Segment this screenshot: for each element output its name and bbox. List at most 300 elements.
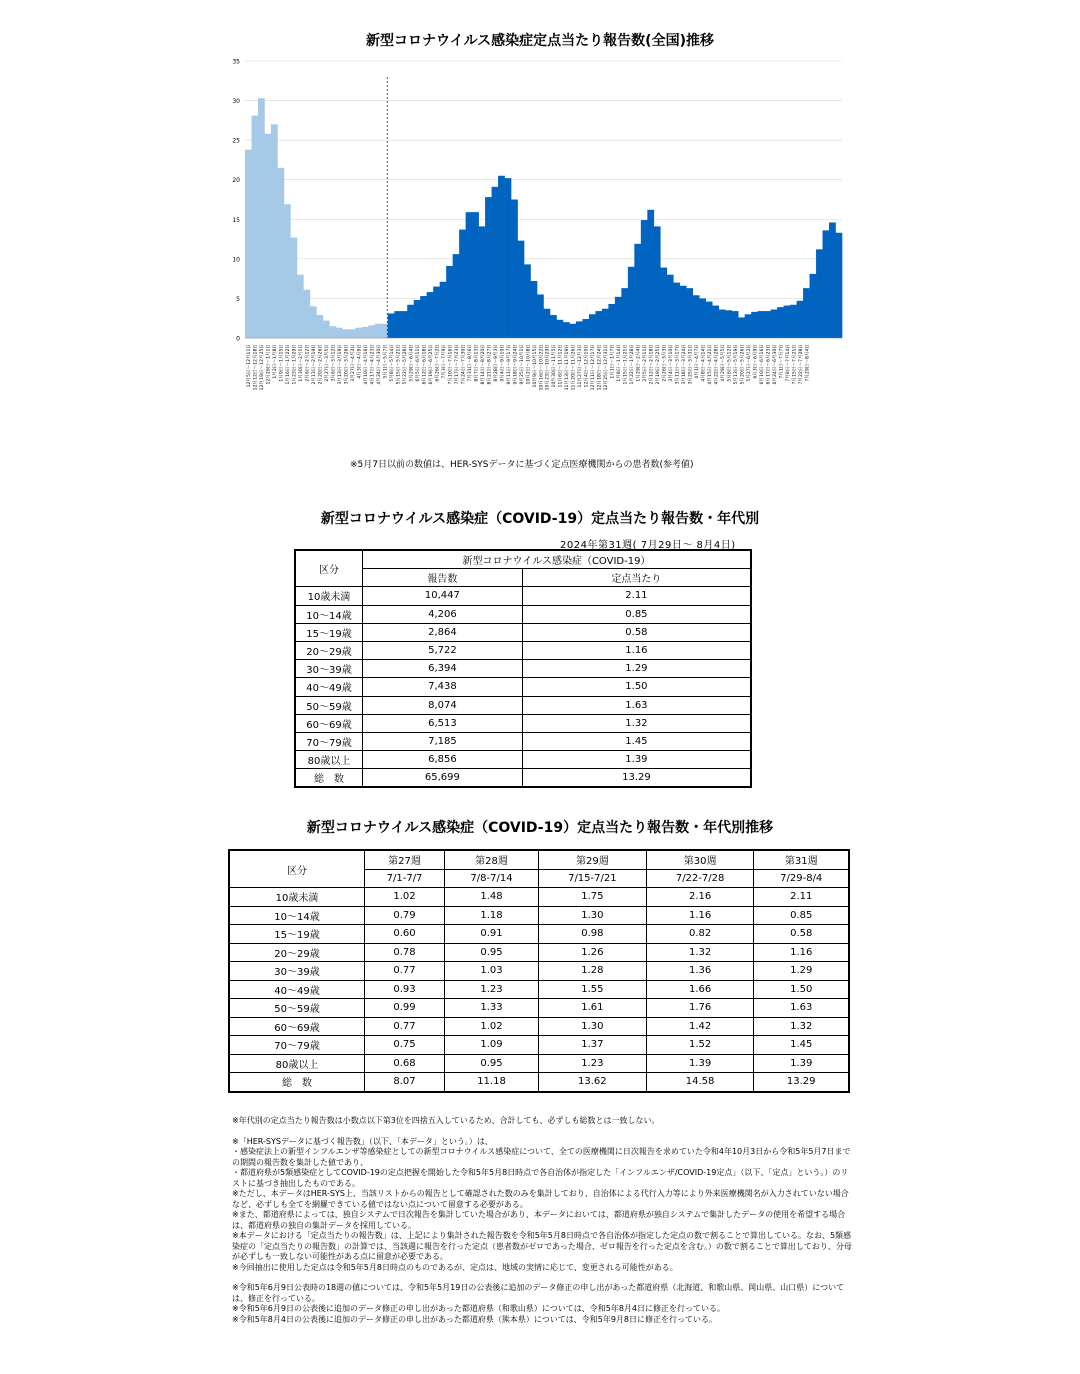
value-cell: 1.32 xyxy=(754,1017,849,1036)
value-cell: 1.61 xyxy=(538,999,646,1018)
bar xyxy=(667,275,674,338)
chart-footnote: ※5月7日以前の数値は、HER-SYSデータに基づく定点医療機関からの患者数(参考値) xyxy=(350,460,694,470)
row-label: 15～19歳 xyxy=(295,623,363,641)
bar xyxy=(576,321,583,338)
weekly-reports-bar-chart xyxy=(225,55,850,445)
y-tick-label: 20 xyxy=(232,177,240,185)
table-row xyxy=(295,660,751,678)
row-label: 30～39歳 xyxy=(229,962,365,981)
x-tick-label: 6月5日～6月11日 xyxy=(415,344,421,382)
bar xyxy=(342,329,349,338)
bar xyxy=(498,176,505,338)
table-row xyxy=(295,678,751,696)
x-tick-label: 4月1日～4月7日 xyxy=(694,344,700,379)
bar xyxy=(686,288,693,338)
x-tick-label: 2月26日～3月3日 xyxy=(662,344,668,382)
bar xyxy=(453,254,460,338)
per-sentinel-cell: 1.63 xyxy=(522,696,751,714)
x-tick-label: 12月25日～12月31日 xyxy=(604,344,610,391)
y-tick-label: 0 xyxy=(236,335,240,343)
value-cell: 1.23 xyxy=(445,980,539,999)
x-tick-label: 4月3日～4月9日 xyxy=(357,344,363,379)
value-cell: 1.39 xyxy=(754,1054,849,1073)
x-tick-label: 3月6日～3月12日 xyxy=(331,344,337,382)
bar xyxy=(654,226,661,338)
value-cell: 1.29 xyxy=(754,962,849,981)
bar xyxy=(836,233,843,338)
bar xyxy=(362,327,369,338)
bar xyxy=(823,230,830,338)
x-tick-label: 4月22日～4月28日 xyxy=(714,343,720,385)
report-count-cell: 65,699 xyxy=(363,769,523,788)
note-line: ※今回抽出に使用した定点は令和5年5月8日時点のものであるが、定点は、地域の実情に応じて、変更される可能性がある。 xyxy=(232,1262,678,1272)
bar xyxy=(472,212,479,338)
value-cell: 1.02 xyxy=(445,1017,539,1036)
bar xyxy=(537,294,544,338)
bar xyxy=(518,241,525,338)
x-tick-label: 7月31日～8月6日 xyxy=(467,344,473,382)
note-spacer xyxy=(232,1273,852,1283)
x-tick-label: 2月19日～2月25日 xyxy=(656,344,662,385)
table1-header-count: 報告数 xyxy=(363,569,523,587)
value-cell: 0.93 xyxy=(365,980,445,999)
week-header: 第31週 xyxy=(754,850,849,869)
bar xyxy=(634,244,641,338)
value-cell: 11.18 xyxy=(445,1073,539,1092)
bar xyxy=(316,315,323,338)
table-row xyxy=(295,623,751,641)
bar xyxy=(407,305,414,338)
x-tick-label: 9月25日～10月1日 xyxy=(519,344,525,385)
bar xyxy=(310,306,317,338)
bar xyxy=(608,304,615,338)
value-cell: 1.32 xyxy=(646,943,754,962)
bar xyxy=(544,309,551,338)
x-tick-label: 3月25日～3月31日 xyxy=(688,344,694,385)
x-tick-label: 2月5日～2月11日 xyxy=(643,344,649,382)
row-label: 15～19歳 xyxy=(229,925,365,944)
x-tick-label: 8月7日～8月13日 xyxy=(474,344,480,382)
x-tick-label: 7月10日～7月16日 xyxy=(448,344,454,385)
y-tick-label: 25 xyxy=(232,137,240,145)
bar xyxy=(368,325,375,338)
x-tick-label: 10月2日～10月8日 xyxy=(526,344,532,385)
x-tick-label: 3月11日～3月17日 xyxy=(675,344,681,385)
x-tick-label: 12月5日～12月11日 xyxy=(247,344,253,388)
bar xyxy=(264,134,271,338)
x-tick-label: 2月20日～2月26日 xyxy=(318,344,324,385)
row-label: 10～14歳 xyxy=(295,605,363,623)
x-tick-label: 6月10日～6月16日 xyxy=(759,344,765,385)
value-cell: 1.52 xyxy=(646,1036,754,1055)
bar xyxy=(479,226,486,338)
bar xyxy=(427,292,434,338)
week-dates-header: 7/15-7/21 xyxy=(538,869,646,888)
x-tick-label: 3月13日～3月19日 xyxy=(338,344,344,385)
row-label: 80歳以上 xyxy=(229,1054,365,1073)
value-cell: 0.99 xyxy=(365,999,445,1018)
x-tick-label: 7月17日～7月23日 xyxy=(454,344,460,385)
x-tick-label: 5月20日～5月26日 xyxy=(740,344,746,385)
bar xyxy=(355,328,362,338)
bar xyxy=(271,124,278,338)
table-row xyxy=(295,605,751,623)
value-cell: 2.11 xyxy=(754,888,849,907)
row-label: 総 数 xyxy=(295,769,363,788)
table-row xyxy=(229,1073,849,1092)
bar xyxy=(725,310,732,338)
value-cell: 8.07 xyxy=(365,1073,445,1092)
value-cell: 1.36 xyxy=(646,962,754,981)
value-cell: 0.98 xyxy=(538,925,646,944)
bar xyxy=(602,309,609,338)
value-cell: 1.39 xyxy=(646,1054,754,1073)
age-group-trend-table xyxy=(228,849,850,1093)
x-tick-label: 11月13日～11月19日 xyxy=(565,344,571,391)
row-label: 総 数 xyxy=(229,1073,365,1092)
bar xyxy=(556,320,563,338)
value-cell: 2.16 xyxy=(646,888,754,907)
x-tick-label: 9月11日～9月17日 xyxy=(506,344,512,385)
value-cell: 1.50 xyxy=(754,980,849,999)
value-cell: 0.79 xyxy=(365,906,445,925)
x-tick-label: 6月3日～6月9日 xyxy=(753,344,759,379)
bar xyxy=(615,297,622,338)
value-cell: 1.75 xyxy=(538,888,646,907)
table-row xyxy=(229,888,849,907)
bar xyxy=(647,210,654,338)
note-line: ※本データにおける「定点当たりの報告数」は、上記により集計された報告数を令和5年5月8日時点で各自治体が指定した定点の数で割ることで算出している。なお、5類感染症の「定点当たりの報告数」の計算では、当該週に報告を行った定点（患者数がゼロであった場合、ゼロ報告を行った定点を含む。）の数で割ることで算出しており、分母が必ずしも一致しない可能性がある点に留意が必要である。 xyxy=(232,1231,852,1261)
row-label: 70～79歳 xyxy=(295,732,363,750)
report-count-cell: 2,864 xyxy=(363,623,523,641)
bar xyxy=(797,301,804,338)
report-count-cell: 8,074 xyxy=(363,696,523,714)
bar xyxy=(777,307,784,338)
x-tick-label: 6月12日～6月18日 xyxy=(422,344,428,385)
value-cell: 1.30 xyxy=(538,906,646,925)
x-tick-label: 5月15日～5月21日 xyxy=(396,344,402,385)
row-label: 80歳以上 xyxy=(295,751,363,769)
table1-title: 新型コロナウイルス感染症（COVID-19）定点当たり報告数・年代別 xyxy=(320,511,760,527)
row-label: 40～49歳 xyxy=(295,678,363,696)
bar xyxy=(446,266,453,338)
bar xyxy=(673,283,680,338)
bar xyxy=(258,98,265,338)
report-count-cell: 6,394 xyxy=(363,660,523,678)
x-tick-label: 1月16日～1月22日 xyxy=(286,344,292,385)
bar xyxy=(582,319,589,338)
x-tick-label: 1月23日～1月29日 xyxy=(292,344,298,385)
y-tick-label: 35 xyxy=(232,58,240,66)
bar xyxy=(349,329,356,338)
bar xyxy=(589,314,596,338)
note-line: ※「HER-SYSデータに基づく報告数」（以下、「本データ」という。）は、 xyxy=(232,1136,493,1146)
bar xyxy=(524,264,531,338)
bar xyxy=(284,204,291,338)
x-tick-label: 11月27日～12月3日 xyxy=(578,344,584,388)
y-tick-label: 30 xyxy=(232,98,240,106)
x-tick-label: 4月29日～5月5日 xyxy=(720,343,726,382)
x-tick-label: 6月19日～6月25日 xyxy=(428,344,434,385)
note-line: ※年代別の定点当たり報告数は小数点以下第3位を四捨五入しているため、合計しても、必ずしも総数とは一致しない。 xyxy=(232,1116,660,1125)
row-label: 50～59歳 xyxy=(229,999,365,1018)
x-tick-label: 1月2日～1月8日 xyxy=(273,344,279,379)
x-tick-label: 3月4日～3月10日 xyxy=(669,344,675,382)
row-label: 40～49歳 xyxy=(229,980,365,999)
x-tick-label: 12月4日～12月10日 xyxy=(584,344,590,388)
bar xyxy=(388,313,395,338)
row-label: 10歳未満 xyxy=(229,888,365,907)
x-tick-label: 1月22日～1月28日 xyxy=(630,344,636,385)
row-label: 10歳未満 xyxy=(295,587,363,605)
x-tick-label: 10月30日～11月5日 xyxy=(552,344,558,388)
bar xyxy=(297,275,304,338)
table1-header-category: 区分 xyxy=(295,550,363,587)
x-tick-label: 1月30日～2月5日 xyxy=(299,344,305,382)
value-cell: 1.18 xyxy=(445,906,539,925)
x-tick-label: 1月1日～1月7日 xyxy=(610,344,616,379)
x-tick-label: 9月4日～9月10日 xyxy=(500,344,506,382)
table-row xyxy=(229,943,849,962)
value-cell: 13.62 xyxy=(538,1073,646,1092)
value-cell: 1.26 xyxy=(538,943,646,962)
bar xyxy=(414,300,421,338)
bar xyxy=(433,287,440,338)
bar xyxy=(712,306,719,338)
bar xyxy=(303,290,310,338)
bar xyxy=(784,306,791,338)
note-line: ※ただし、本データはHER-SYS上、当該リストからの報告として確認された数のみを集計しており、自治体による代行入力等により外来医療機関名が入力されていない場合など、必ずしも全てを網羅できている値ではない点について留意する必要がある。 xyxy=(232,1189,849,1209)
x-tick-label: 7月22日～7月28日 xyxy=(798,344,804,385)
per-sentinel-cell: 1.32 xyxy=(522,714,751,732)
bar xyxy=(621,288,628,338)
x-tick-label: 4月8日～4月14日 xyxy=(701,344,707,382)
x-tick-label: 10月16日～10月22日 xyxy=(539,344,545,391)
value-cell: 1.45 xyxy=(754,1036,849,1055)
value-cell: 0.68 xyxy=(365,1054,445,1073)
row-label: 70～79歳 xyxy=(229,1036,365,1055)
table-row xyxy=(295,696,751,714)
bar xyxy=(323,321,330,338)
row-label: 10～14歳 xyxy=(229,906,365,925)
value-cell: 14.58 xyxy=(646,1073,754,1092)
table-row xyxy=(229,1017,849,1036)
bar xyxy=(732,311,739,338)
bar xyxy=(745,314,752,338)
bar xyxy=(336,328,343,338)
table-row xyxy=(295,751,751,769)
x-tick-label: 7月24日～7月30日 xyxy=(461,344,467,385)
table2-title: 新型コロナウイルス感染症（COVID-19）定点当たり報告数・年代別推移 xyxy=(306,820,774,836)
bar xyxy=(329,326,336,338)
table1-header-group: 新型コロナウイルス感染症（COVID-19） xyxy=(363,550,752,569)
x-tick-label: 11月6日～11月12日 xyxy=(558,344,564,388)
x-tick-label: 7月3日～7月9日 xyxy=(441,344,447,379)
bar xyxy=(290,237,297,338)
bar xyxy=(719,310,726,338)
report-count-cell: 7,438 xyxy=(363,678,523,696)
week-dates-header: 7/8-7/14 xyxy=(445,869,539,888)
x-tick-label: 7月8日～7月14日 xyxy=(785,344,791,382)
age-group-report-table xyxy=(294,549,752,788)
per-sentinel-cell: 0.58 xyxy=(522,623,751,641)
value-cell: 1.37 xyxy=(538,1036,646,1055)
value-cell: 0.60 xyxy=(365,925,445,944)
y-tick-label: 5 xyxy=(236,295,240,303)
x-tick-label: 1月29日～2月4日 xyxy=(636,344,642,382)
per-sentinel-cell: 1.45 xyxy=(522,732,751,750)
value-cell: 1.09 xyxy=(445,1036,539,1055)
value-cell: 0.58 xyxy=(754,925,849,944)
x-tick-label: 8月21日～8月27日 xyxy=(487,344,493,385)
value-cell: 13.29 xyxy=(754,1073,849,1092)
report-count-cell: 6,856 xyxy=(363,751,523,769)
table-row xyxy=(295,587,751,605)
bar xyxy=(505,178,512,338)
x-tick-label: 1月15日～1月21日 xyxy=(623,344,629,385)
bar xyxy=(693,295,700,338)
value-cell: 1.42 xyxy=(646,1017,754,1036)
x-tick-label: 12月11日～12月17日 xyxy=(591,344,597,391)
bar xyxy=(394,311,401,338)
footnotes xyxy=(232,1116,852,1325)
bar xyxy=(699,298,706,338)
x-tick-label: 2月12日～2月18日 xyxy=(649,344,655,385)
table-row xyxy=(295,714,751,732)
bar xyxy=(816,249,823,338)
x-tick-label: 7月15日～7月21日 xyxy=(792,344,798,385)
bar xyxy=(459,230,466,338)
x-tick-label: 9月18日～9月24日 xyxy=(513,344,519,385)
x-tick-label: 12月18日～12月24日 xyxy=(597,344,603,391)
x-tick-label: 4月10日～4月16日 xyxy=(364,344,370,385)
bar xyxy=(485,197,492,338)
table2-header-category: 区分 xyxy=(229,850,365,888)
x-tick-label: 12月12日～12月18日 xyxy=(253,344,259,391)
note-line: ※令和5年6月9日公表時の18週の値については、令和5年5月19日の公表後に追加のデータ修正の申し出があった都道府県（北海道、和歌山県、岡山県、山口県）については、修正を行っている。 xyxy=(232,1283,845,1303)
value-cell: 1.66 xyxy=(646,980,754,999)
x-tick-label: 8月28日～9月3日 xyxy=(493,344,499,382)
week-header: 第29週 xyxy=(538,850,646,869)
x-tick-label: 1月9日～1月15日 xyxy=(279,344,285,382)
bar xyxy=(492,187,499,338)
per-sentinel-cell: 1.39 xyxy=(522,751,751,769)
x-tick-label: 6月24日～6月30日 xyxy=(772,344,778,385)
note-line: ・都道府県が5類感染症としてCOVID-19の定点把握を開始した令和5年5月8日時点で各自治体が指定した「インフルエンザ/COVID-19定点」（以下、「定点」という。）のリストに基づき抽出したものである。 xyxy=(232,1168,849,1188)
x-tick-label: 8月14日～8月20日 xyxy=(480,344,486,385)
bar xyxy=(569,324,576,338)
row-label: 30～39歳 xyxy=(295,660,363,678)
value-cell: 0.85 xyxy=(754,906,849,925)
x-tick-label: 5月6日～5月12日 xyxy=(727,343,733,382)
per-sentinel-cell: 0.85 xyxy=(522,605,751,623)
x-tick-label: 6月26日～7月2日 xyxy=(435,344,441,382)
x-tick-label: 12月26日～1月1日 xyxy=(266,344,272,385)
value-cell: 0.82 xyxy=(646,925,754,944)
value-cell: 0.77 xyxy=(365,962,445,981)
bar xyxy=(660,268,667,338)
report-count-cell: 5,722 xyxy=(363,641,523,659)
x-tick-label: 3月20日～3月26日 xyxy=(344,344,350,385)
per-sentinel-cell: 1.16 xyxy=(522,641,751,659)
table-row xyxy=(295,769,751,788)
x-tick-label: 7月29日～8月4日 xyxy=(805,344,811,382)
table-row xyxy=(229,906,849,925)
x-tick-label: 5月1日～5月7日 xyxy=(383,344,389,379)
value-cell: 1.76 xyxy=(646,999,754,1018)
row-label: 60～69歳 xyxy=(295,714,363,732)
value-cell: 1.23 xyxy=(538,1054,646,1073)
week-header: 第30週 xyxy=(646,850,754,869)
bar xyxy=(531,281,538,338)
table-row xyxy=(229,962,849,981)
x-tick-label: 10月23日～10月29日 xyxy=(545,344,551,391)
y-tick-label: 10 xyxy=(232,256,240,264)
bar xyxy=(764,311,771,338)
value-cell: 1.63 xyxy=(754,999,849,1018)
table1-header-per-sentinel: 定点当たり xyxy=(522,569,751,587)
value-cell: 1.48 xyxy=(445,888,539,907)
per-sentinel-cell: 1.50 xyxy=(522,678,751,696)
x-tick-label: 5月29日～6月4日 xyxy=(409,344,415,382)
week-header: 第28週 xyxy=(445,850,539,869)
bar xyxy=(251,116,258,338)
report-count-cell: 4,206 xyxy=(363,605,523,623)
week-dates-header: 7/22-7/28 xyxy=(646,869,754,888)
table-row xyxy=(295,732,751,750)
per-sentinel-cell: 2.11 xyxy=(522,587,751,605)
bar xyxy=(401,311,408,338)
table-row xyxy=(229,1054,849,1073)
bar xyxy=(595,311,602,338)
bar xyxy=(628,267,635,338)
bar xyxy=(829,222,836,338)
y-tick-label: 15 xyxy=(232,216,240,224)
bar xyxy=(771,310,778,338)
value-cell: 0.95 xyxy=(445,1054,539,1073)
bar xyxy=(738,317,745,338)
bar xyxy=(511,200,518,339)
x-tick-label: 3月18日～3月24日 xyxy=(682,344,688,385)
value-cell: 0.95 xyxy=(445,943,539,962)
x-tick-label: 2月13日～2月19日 xyxy=(312,344,318,385)
bar xyxy=(375,324,382,338)
bar xyxy=(440,282,447,338)
x-tick-label: 4月15日～4月21日 xyxy=(707,344,713,385)
x-tick-label: 7月1日～7月7日 xyxy=(779,344,785,379)
table-row xyxy=(229,925,849,944)
value-cell: 1.30 xyxy=(538,1017,646,1036)
x-tick-label: 5月27日～6月2日 xyxy=(746,344,752,382)
value-cell: 0.91 xyxy=(445,925,539,944)
per-sentinel-cell: 13.29 xyxy=(522,769,751,788)
table-row xyxy=(229,999,849,1018)
x-tick-label: 11月20日～11月26日 xyxy=(571,344,577,391)
note-line: ※令和5年6月9日の公表後に追加のデータ修正の申し出があった都道府県（和歌山県）については、令和5年8月4日に修正を行っている。 xyxy=(232,1304,725,1313)
bar xyxy=(790,305,797,338)
value-cell: 1.16 xyxy=(646,906,754,925)
value-cell: 1.28 xyxy=(538,962,646,981)
table-row xyxy=(229,980,849,999)
x-tick-label: 4月17日～4月23日 xyxy=(370,344,376,385)
x-tick-label: 5月8日～5月14日 xyxy=(390,344,396,382)
x-tick-label: 12月19日～12月25日 xyxy=(260,344,266,391)
x-tick-label: 2月6日～2月12日 xyxy=(305,344,311,382)
note-line: ※令和5年8月4日の公表後に追加のデータ修正の申し出があった都道府県（熊本県）については、令和5年9月8日に修正を行っている。 xyxy=(232,1314,717,1324)
x-tick-label: 3月27日～4月2日 xyxy=(351,344,357,382)
value-cell: 0.75 xyxy=(365,1036,445,1055)
bar xyxy=(641,220,648,338)
